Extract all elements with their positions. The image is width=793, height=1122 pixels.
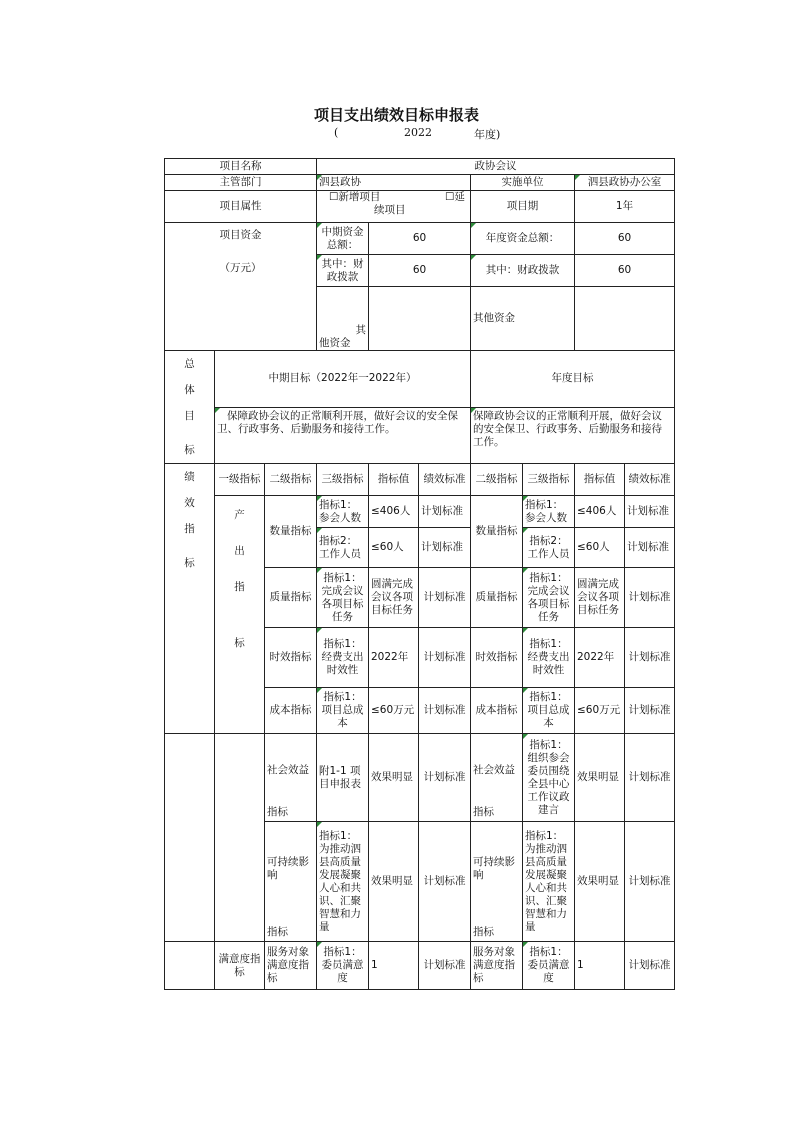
social-annual-std: 计划标准: [625, 734, 675, 822]
attr-cont-text: 续项目: [374, 204, 406, 216]
qty-a-l3: 指标1：参会人数: [317, 496, 369, 528]
mid-other-label-a: 其: [355, 324, 366, 336]
cost-annual-std: 计划标准: [625, 688, 675, 734]
header-std: 绩效标准: [419, 464, 471, 496]
social-l2: 社会效益 指标: [265, 734, 317, 822]
year-value: 2022: [404, 126, 432, 139]
satisf-left-blank: [165, 942, 215, 990]
quality-annual-l3: 指标1：完成会议各项目标任务: [523, 568, 575, 628]
satisf-std: 计划标准: [419, 942, 471, 990]
cost-l2: 成本指标: [265, 688, 317, 734]
mid-fiscal-label: 其中：财政拨款: [317, 255, 369, 287]
mid-other-label: [317, 287, 369, 351]
qty-l2: 数量指标: [265, 496, 317, 568]
attr-options: [317, 191, 471, 223]
mid-fiscal-value: 60: [369, 255, 471, 287]
annual-other-value: [575, 287, 675, 351]
annual-fiscal-value: 60: [575, 255, 675, 287]
annual-goal-label: 年度目标: [471, 351, 675, 408]
header-l2: 二级指标: [265, 464, 317, 496]
quality-annual-val: 圆满完成会议各项目标任务: [575, 568, 625, 628]
satisf-val: 1: [369, 942, 419, 990]
header-annual-l2: 二级指标: [471, 464, 523, 496]
mid-total-value: 60: [369, 223, 471, 255]
qty-a-annual-l3: 指标1：参会人数: [523, 496, 575, 528]
attr-cont-checkbox[interactable]: ☐延: [445, 191, 465, 203]
sustain-l2: 可持续影响 指标: [265, 822, 317, 942]
annual-fiscal-label: 其中：财政拨款: [471, 255, 575, 287]
satisf-annual-l2: 服务对象满意度指标: [471, 942, 523, 990]
mid-goal-text: 保障政协会议的正常顺利开展，做好会议的安全保卫、行政事务、后勤服务和接待工作。: [215, 407, 471, 464]
quality-annual-std: 计划标准: [625, 568, 675, 628]
perf-label: 绩 效 指 标: [165, 464, 215, 734]
qty-annual-l2: 数量指标: [471, 496, 523, 568]
qty-b-val: ≤60人: [369, 528, 419, 568]
annual-total-label: 年度资金总额：: [471, 223, 575, 255]
funds-label-cell: [165, 223, 317, 351]
cost-annual-l3: 指标1：项目总成本: [523, 688, 575, 734]
quality-annual-l2: 质量指标: [471, 568, 523, 628]
qty-b-annual-l3: 指标2：工作人员: [523, 528, 575, 568]
qty-a-std: 计划标准: [419, 496, 471, 528]
social-l3: 附1-1 项目申报表: [317, 734, 369, 822]
effect-l1-blank: [215, 734, 265, 942]
cost-annual-val: ≤60万元: [575, 688, 625, 734]
annual-total-value: 60: [575, 223, 675, 255]
dept-value: 泗县政协: [317, 175, 471, 191]
satisf-annual-val: 1: [575, 942, 625, 990]
performance-goal-table: [164, 158, 675, 990]
sustain-annual-val: 效果明显: [575, 822, 625, 942]
satisf-l2: 服务对象满意度指标: [265, 942, 317, 990]
sustain-annual-std: 计划标准: [625, 822, 675, 942]
cost-std: 计划标准: [419, 688, 471, 734]
mid-other-label-b: 他资金: [319, 337, 351, 349]
header-annual-std: 绩效标准: [625, 464, 675, 496]
qty-b-std: 计划标准: [419, 528, 471, 568]
sustain-val: 效果明显: [369, 822, 419, 942]
mid-goal-label: 中期目标（2022年一2022年）: [215, 351, 471, 408]
time-std: 计划标准: [419, 628, 471, 688]
attr-label: 项目属性: [165, 191, 317, 223]
year-open: (: [334, 126, 339, 139]
impl-unit-label: 实施单位: [471, 175, 575, 191]
social-annual-l3: 指标1：组织参会委员围绕全县中心工作议政建言: [523, 734, 575, 822]
qty-a-val: ≤406人: [369, 496, 419, 528]
mid-total-label: 中期资金总额：: [317, 223, 369, 255]
quality-val: 圆满完成会议各项目标任务: [369, 568, 419, 628]
time-annual-l3: 指标1：经费支出时效性: [523, 628, 575, 688]
perf-left-blank: [165, 734, 215, 942]
header-annual-val: 指标值: [575, 464, 625, 496]
mid-other-value: [369, 287, 471, 351]
header-val: 指标值: [369, 464, 419, 496]
satisf-l1: 满意度指标: [215, 942, 265, 990]
time-val: 2022年: [369, 628, 419, 688]
quality-std: 计划标准: [419, 568, 471, 628]
annual-other-label: 其他资金: [471, 287, 575, 351]
impl-unit-value: 泗县政协办公室: [575, 175, 675, 191]
time-annual-val: 2022年: [575, 628, 625, 688]
time-l3: 指标1：经费支出时效性: [317, 628, 369, 688]
project-name-value: 政协会议: [317, 159, 675, 175]
form-title: 项目支出绩效目标申报表: [313, 106, 479, 124]
sustain-annual-l2: 可持续影响 指标: [471, 822, 523, 942]
period-label: 项目期: [471, 191, 575, 223]
social-annual-val: 效果明显: [575, 734, 625, 822]
time-l2: 时效指标: [265, 628, 317, 688]
cost-val: ≤60万元: [369, 688, 419, 734]
output-label: 产 出 指 标: [215, 496, 265, 734]
quality-l2: 质量指标: [265, 568, 317, 628]
time-annual-l2: 时效指标: [471, 628, 523, 688]
social-annual-l2: 社会效益 指标: [471, 734, 523, 822]
satisf-l3: 指标1：委员满意度: [317, 942, 369, 990]
overall-goal-label: 总 体 目 标: [165, 351, 215, 464]
header-l1: 一级指标: [215, 464, 265, 496]
header-l3: 三级指标: [317, 464, 369, 496]
dept-label: 主管部门: [165, 175, 317, 191]
header-annual-l3: 三级指标: [523, 464, 575, 496]
qty-b-annual-val: ≤60人: [575, 528, 625, 568]
annual-goal-text: 保障政协会议的正常顺利开展，做好会议的安全保卫、行政事务、后勤服务和接待工作。: [471, 407, 675, 464]
satisf-annual-l3: 指标1：委员满意度: [523, 942, 575, 990]
year-line: [330, 126, 520, 142]
period-value: 1年: [575, 191, 675, 223]
satisf-annual-std: 计划标准: [625, 942, 675, 990]
sustain-l3: 指标1：为推动泗县高质量发展凝聚人心和共识、汇聚智慧和力量: [317, 822, 369, 942]
qty-a-annual-val: ≤406人: [575, 496, 625, 528]
attr-new-checkbox[interactable]: ☐新增项目: [329, 191, 381, 203]
sustain-std: 计划标准: [419, 822, 471, 942]
social-std: 计划标准: [419, 734, 471, 822]
project-name-label: 项目名称: [165, 159, 317, 175]
social-val: 效果明显: [369, 734, 419, 822]
funds-unit: （万元）: [219, 262, 262, 274]
year-close: 年度): [474, 128, 501, 141]
sustain-annual-l3: 指标1：为推动泗县高质量发展凝聚人心和共识、汇聚智慧和力量: [523, 822, 575, 942]
cost-annual-l2: 成本指标: [471, 688, 523, 734]
funds-label: 项目资金: [219, 229, 262, 241]
cost-l3: 指标1：项目总成本: [317, 688, 369, 734]
qty-b-annual-std: 计划标准: [625, 528, 675, 568]
time-annual-std: 计划标准: [625, 628, 675, 688]
qty-b-l3: 指标2：工作人员: [317, 528, 369, 568]
qty-a-annual-std: 计划标准: [625, 496, 675, 528]
quality-l3: 指标1：完成会议各项目标任务: [317, 568, 369, 628]
